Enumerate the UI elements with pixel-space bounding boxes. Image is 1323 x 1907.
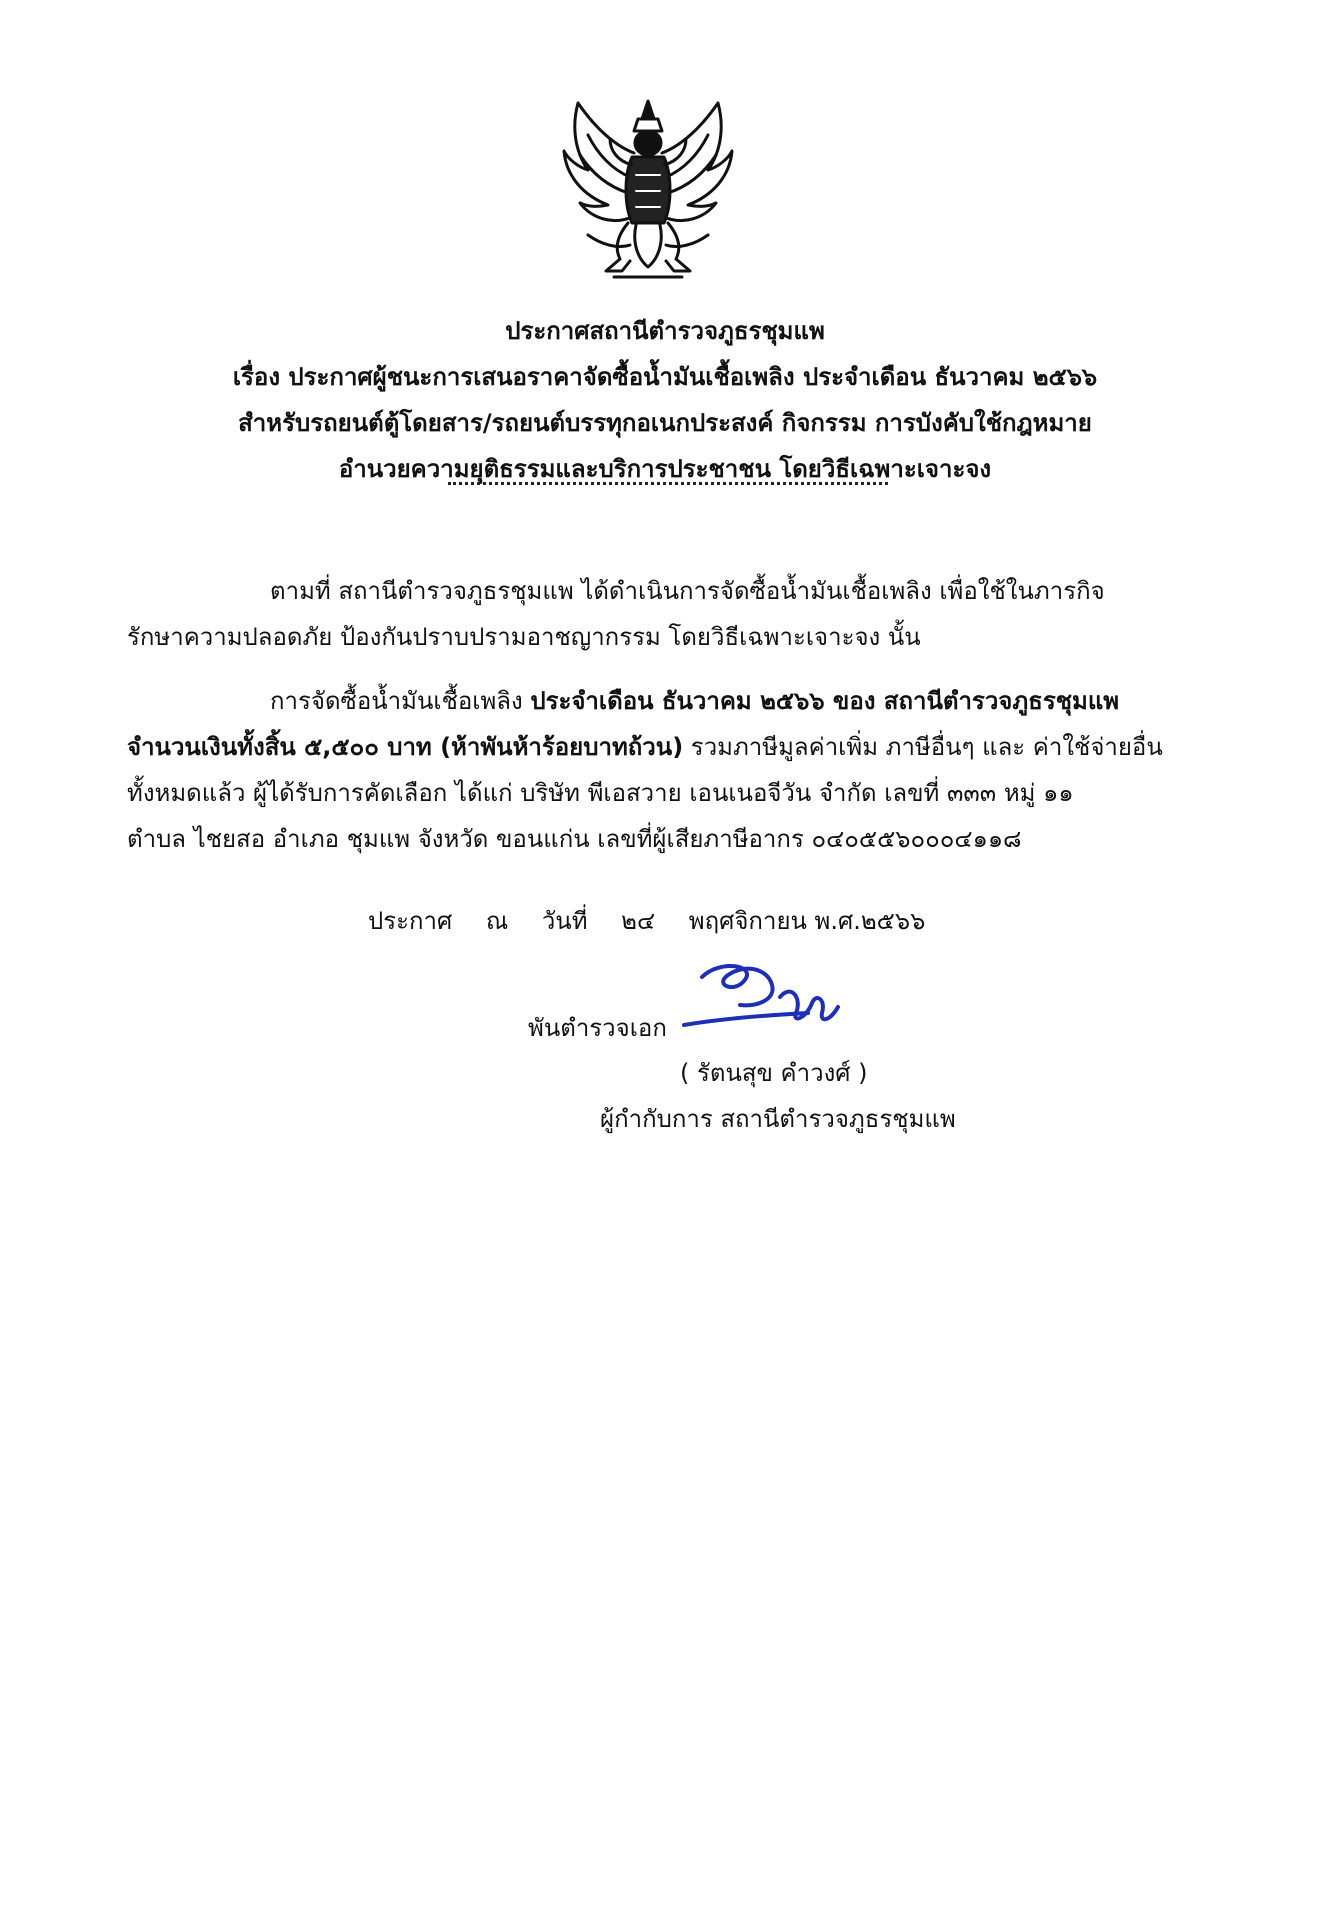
announce-day: ๒๔ (621, 907, 656, 935)
signer-name: ( รัตนสุข คำวงศ์ ) (680, 1059, 868, 1087)
paragraph-1-line-2: รักษาความปลอดภัย ป้องกันปราบปรามอาชญากรรม โดยวิธีเฉพาะเจาะจง นั้น (127, 623, 921, 651)
paragraph-2-line-1 (127, 678, 1207, 724)
paragraph-award (127, 678, 1207, 862)
paragraph-2-line-4: ตำบล ไชยสอ อำเภอ ชุมแพ จังหวัด ขอนแก่น เลขที่ผู้เสียภาษีอากร ๐๔๐๕๕๖๐๐๐๔๑๑๘ (127, 825, 1022, 853)
paragraph-2-line-2-normal: รวมภาษีมูลค่าเพิ่ม ภาษีอื่นๆ และ ค่าใช้จ่ายอื่น (683, 733, 1163, 761)
signer-rank: พันตำรวจเอก (528, 1014, 667, 1042)
paragraph-2-amount: จำนวนเงินทั้งสิ้น ๕,๕๐๐ บาท (ห้าพันห้าร้อยบาทถ้วน) (127, 733, 684, 761)
paragraph-2-line-2 (127, 724, 1207, 770)
announce-at: ณ (485, 907, 509, 935)
header-subject-line-2: สำหรับรถยนต์ตู้โดยสาร/รถยนต์บรรทุกอเนกประสงค์ กิจกรรม การบังคับใช้กฎหมาย (238, 409, 1092, 437)
signer-title: ผู้กำกับการ สถานีตำรวจภูธรชุมแพ (600, 1105, 956, 1133)
garuda-emblem-icon (558, 95, 738, 285)
paragraph-2-line-1-bold: ประจำเดือน ธันวาคม ๒๕๖๖ ของ สถานีตำรวจภูธรชุมแพ (530, 687, 1120, 715)
handwritten-signature-icon (680, 955, 860, 1050)
header-title: ประกาศสถานีตำรวจภูธรชุมแพ (505, 317, 825, 345)
announcement-date (368, 898, 951, 944)
paragraph-1-line-1: ตามที่ สถานีตำรวจภูธรชุมแพ ได้ดำเนินการจัดซื้อน้ำมันเชื้อเพลิง เพื่อใช้ในภารกิจ (270, 577, 1105, 605)
paragraph-2-line-3: ทั้งหมดแล้ว ผู้ได้รับการคัดเลือก ได้แก่ บริษัท พีเอสวาย เอนเนอจีวัน จำกัด เลขที่ ๓๓๓ หมู่ ๑๑ (127, 779, 1074, 807)
paragraph-2-line-1-normal: การจัดซื้อน้ำมันเชื้อเพลิง (270, 687, 531, 715)
announce-label: ประกาศ (368, 907, 453, 935)
header-subject: เรื่อง ประกาศผู้ชนะการเสนอราคาจัดซื้อน้ำมันเชื้อเพลิง ประจำเดือน ธันวาคม ๒๕๖๖ (232, 363, 1098, 391)
dotted-divider (448, 482, 888, 485)
announce-date-label: วันที่ (541, 907, 588, 935)
header-subject-line-3: อำนวยความยุติธรรมและบริการประชาชน โดยวิธีเฉพาะเจาะจง (338, 455, 992, 483)
announcement-header (120, 308, 1210, 492)
announce-month-year: พฤศจิกายน พ.ศ.๒๕๖๖ (688, 907, 926, 935)
paragraph-background (127, 568, 1207, 660)
